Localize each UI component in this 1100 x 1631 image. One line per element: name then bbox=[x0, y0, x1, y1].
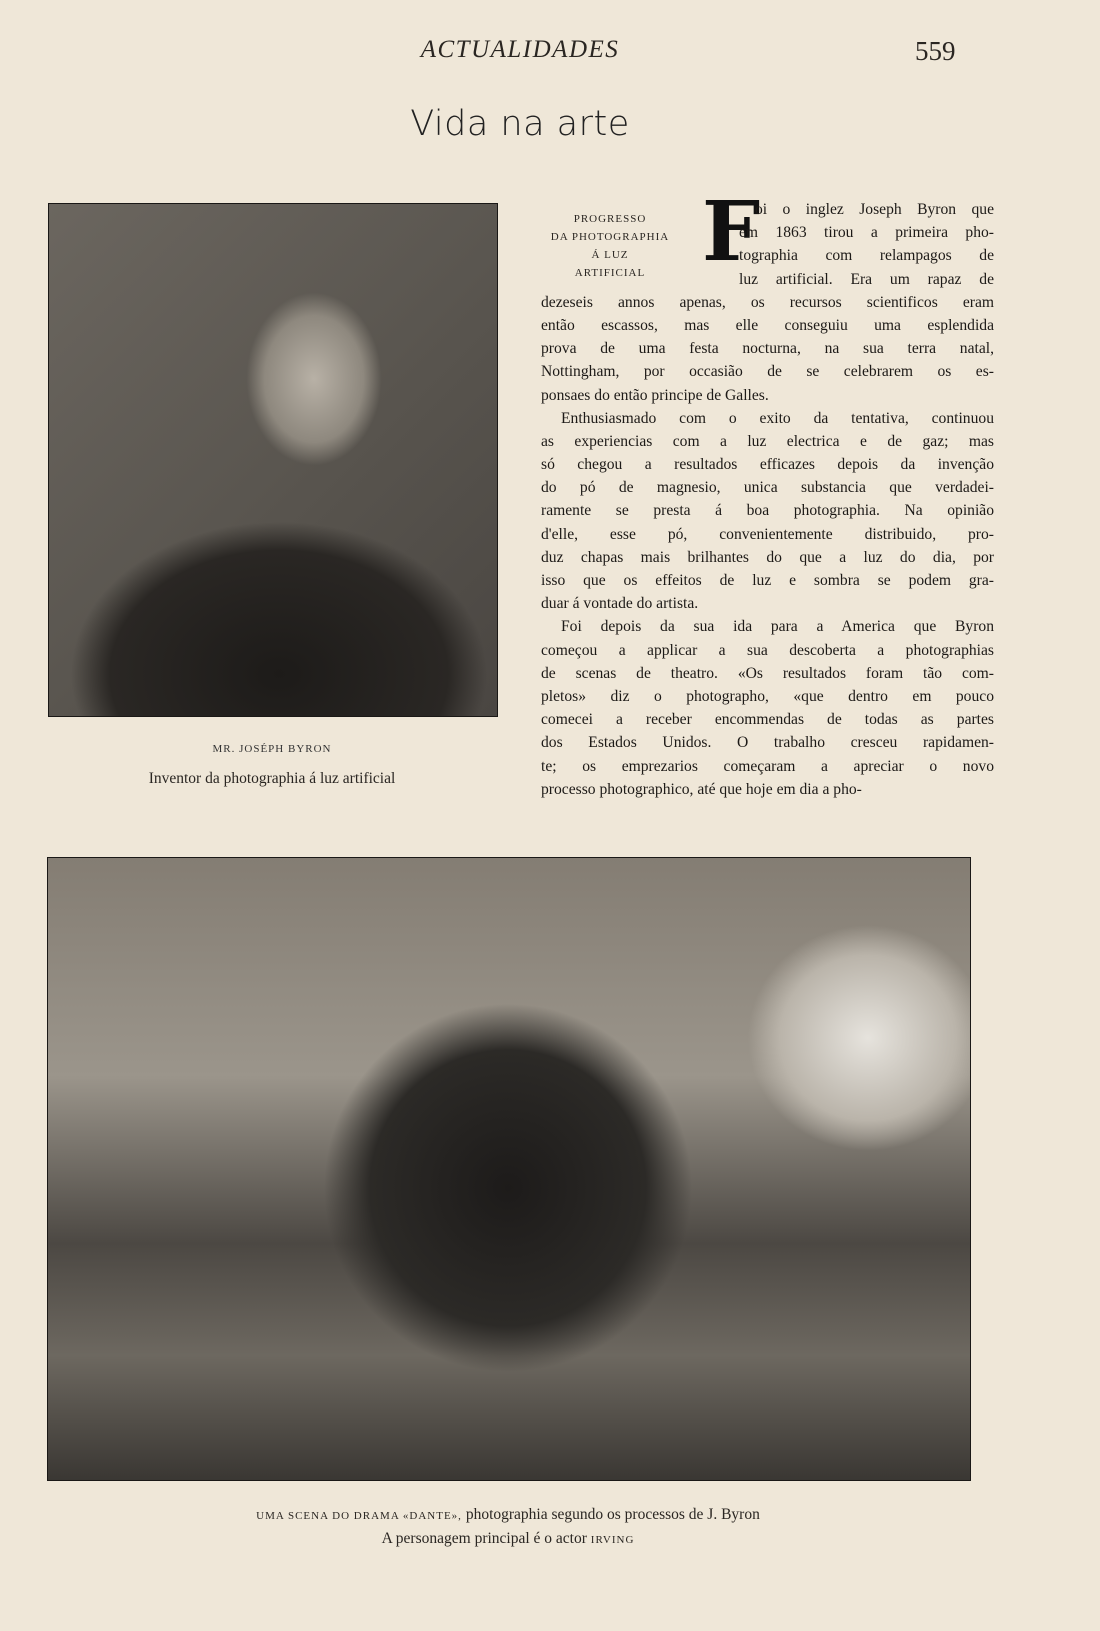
text-line: duz chapas mais brilhantes do que a luz do dia, por bbox=[541, 548, 994, 566]
text-line: as experiencias com a luz electrica e de gaz; mas bbox=[541, 432, 994, 450]
article-body bbox=[541, 184, 994, 801]
theatre-scene-photo bbox=[47, 857, 971, 1481]
text-line: d'elle, esse pó, convenientemente distribuido, pro- bbox=[541, 525, 994, 543]
text-line: luz artificial. Era um rapaz de bbox=[739, 270, 994, 288]
side-heading-line: ARTIFICIAL bbox=[574, 267, 646, 279]
text-line: ramente se presta á boa photographia. Na opinião bbox=[541, 502, 994, 520]
drop-cap: F bbox=[702, 184, 761, 280]
text-line: dezeseis annos apenas, os recursos scientificos eram bbox=[541, 293, 994, 311]
text-line: ponsaes do então principe de Galles. bbox=[541, 386, 769, 404]
portrait-caption-name: MR. JOSÉPH BYRON bbox=[212, 743, 332, 755]
text-line: oi o inglez Joseph Byron que bbox=[755, 201, 994, 218]
scene-caption-smallcaps: IRVING bbox=[590, 1534, 635, 1546]
text-line: tographia com relampagos de bbox=[739, 247, 994, 265]
side-heading-line: DA PHOTOGRAPHIA bbox=[550, 231, 670, 243]
text-line: Enthusiasmado com o exito da tentativa, continuou bbox=[561, 409, 994, 427]
text-line: te; os emprezarios começaram a apreciar o novo bbox=[541, 757, 994, 775]
portrait-photo bbox=[48, 203, 498, 717]
scene-caption-line1 bbox=[47, 1506, 969, 1524]
text-line: isso que os effeitos de luz e sombra se podem gra- bbox=[541, 572, 994, 589]
text-line: então escassos, mas elle conseguiu uma esplendida bbox=[541, 316, 994, 334]
text-line: começou a applicar a sua descoberta a photographias bbox=[541, 641, 994, 659]
text-line: Foi depois da sua ida para a America que Byron bbox=[561, 618, 994, 636]
article-title: Vida na arte bbox=[410, 104, 630, 144]
text-line: Nottingham, por occasião de se celebrarem os es- bbox=[541, 363, 994, 381]
text-line: só chegou a resultados efficazes depois da invenção bbox=[541, 456, 994, 474]
scene-caption-text: photographia segundo os processos de J. Byron bbox=[465, 1506, 760, 1523]
side-heading-line: PROGRESSO bbox=[573, 213, 647, 225]
running-title: ACTUALIDADES bbox=[420, 36, 620, 63]
text-line: pletos» diz o photographo, «que dentro em pouco bbox=[541, 687, 994, 705]
text-line: comecei a receber encommendas de todas as partes bbox=[541, 711, 994, 729]
text-line: de scenas de theatro. «Os resultados foram tão com- bbox=[541, 664, 994, 682]
text-line: do pó de magnesio, unica substancia que verdadei- bbox=[541, 479, 994, 497]
scene-caption-line2 bbox=[47, 1530, 969, 1548]
text-line: prova de uma festa nocturna, na sua terra natal, bbox=[541, 340, 994, 358]
scene-caption-text: A personagem principal é o actor bbox=[381, 1530, 587, 1547]
scene-caption-smallcaps: UMA SCENA DO DRAMA «DANTE», bbox=[256, 1510, 462, 1522]
text-line: duar á vontade do artista. bbox=[541, 595, 699, 613]
page-number: 559 bbox=[915, 36, 956, 66]
text-line: em 1863 tirou a primeira pho- bbox=[739, 224, 994, 242]
text-line: processo photographico, até que hoje em dia a pho- bbox=[541, 780, 862, 798]
portrait-caption-text: Inventor da photographia á luz artificial bbox=[148, 770, 396, 787]
text-line: dos Estados Unidos. O trabalho cresceu rapidamen- bbox=[541, 734, 994, 752]
side-heading-line: Á LUZ bbox=[591, 249, 629, 261]
